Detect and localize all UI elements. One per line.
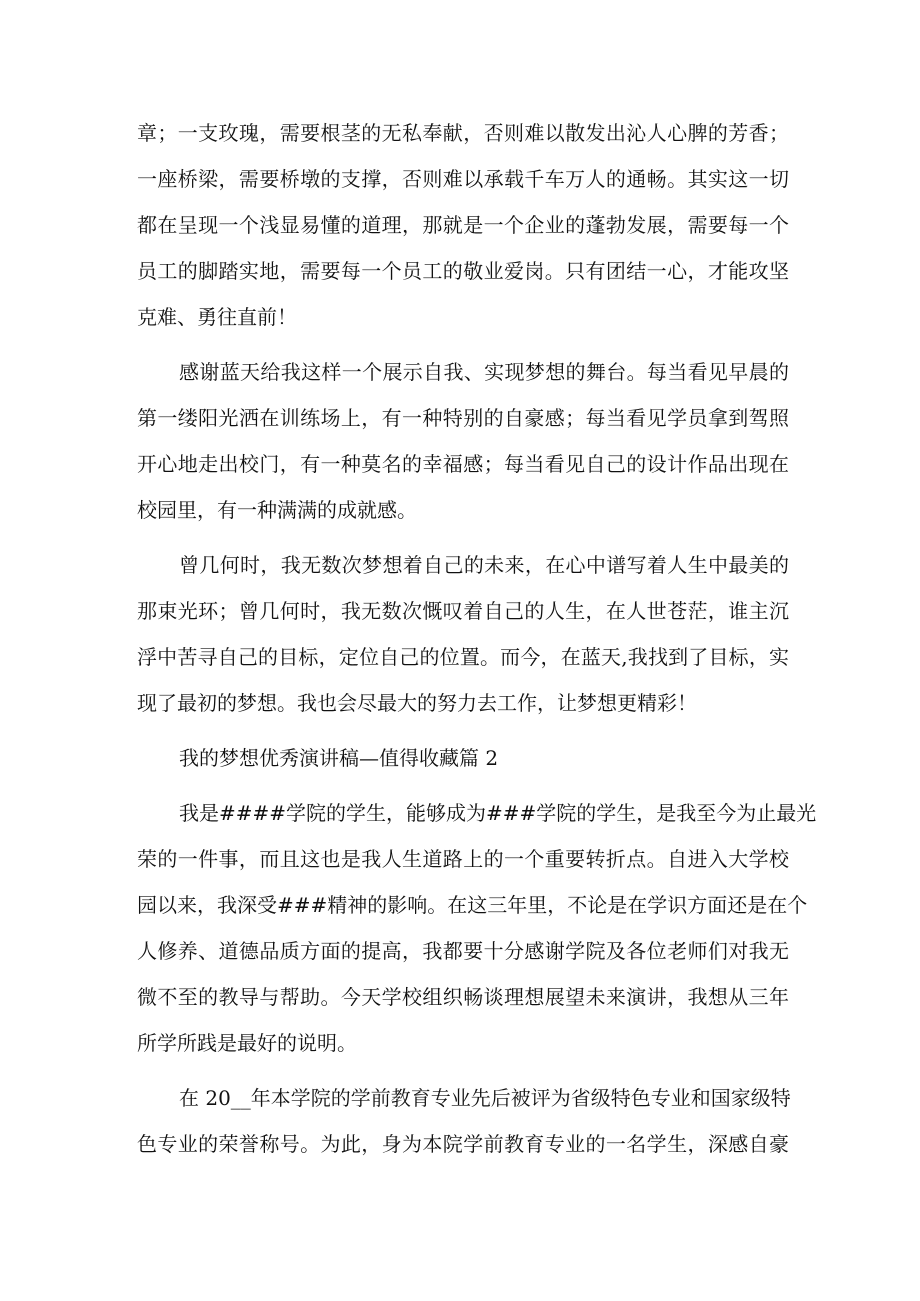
section-heading-text: 我的梦想优秀演讲稿—值得收藏篇 2: [179, 746, 499, 770]
paragraph-line: 在 20__年本学院的学前教育专业先后被评为省级特色专业和国家级特: [179, 1086, 791, 1110]
paragraph-3: [137, 542, 789, 726]
paragraph-line: 色专业的荣誉称号。为此，身为本院学前教育专业的一名学生，深感自豪: [137, 1132, 789, 1156]
section-heading: [137, 735, 789, 781]
paragraph-line: 那束光环；曾几何时，我无数次慨叹着自己的人生，在人世苍茫，谁主沉: [137, 599, 789, 623]
paragraph-2: [137, 349, 789, 533]
paragraph-line: 感谢蓝天给我这样一个展示自我、实现梦想的舞台。每当看见早晨的: [179, 360, 789, 384]
paragraph-5: [137, 790, 817, 1066]
paragraph-line: 开心地走出校门，有一种莫名的幸福感；每当看见自己的设计作品出现在: [137, 452, 789, 476]
paragraph-line: 校园里，有一种满满的成就感。: [137, 498, 417, 522]
paragraph-line: 浮中苦寻自己的目标，定位自己的位置。而今，在蓝天,我找到了目标，实: [137, 645, 789, 669]
paragraph-line: 现了最初的梦想。我也会尽最大的努力去工作，让梦想更精彩！: [137, 691, 697, 715]
paragraph-line: 微不至的教导与帮助。今天学校组织畅谈理想展望未来演讲，我想从三年: [137, 985, 789, 1009]
paragraph-line: 曾几何时，我无数次梦想着自己的未来，在心中谱写着人生中最美的: [179, 553, 789, 577]
paragraph-line: 员工的脚踏实地，需要每一个员工的敬业爱岗。只有团结一心，才能攻坚: [137, 259, 789, 283]
paragraph-6: [137, 1075, 789, 1167]
paragraph-line: 一座桥梁，需要桥墩的支撑，否则难以承载千车万人的通畅。其实这一切: [137, 167, 789, 191]
paragraph-line: 所学所践是最好的说明。: [137, 1031, 357, 1055]
paragraph-line: 第一缕阳光洒在训练场上，有一种特别的自豪感；每当看见学员拿到驾照: [137, 406, 789, 430]
paragraph-line: 荣的一件事，而且这也是我人生道路上的一个重要转折点。自进入大学校: [137, 847, 789, 871]
paragraph-line: 都在呈现一个浅显易懂的道理，那就是一个企业的蓬勃发展，需要每一个: [137, 213, 789, 237]
paragraph-line: 我是####学院的学生，能够成为###学院的学生，是我至今为止最光: [179, 801, 817, 825]
document-page: [137, 110, 817, 1167]
paragraph-line: 人修养、道德品质方面的提高，我都要十分感谢学院及各位老师们对我无: [137, 939, 789, 963]
paragraph-line: 章；一支玫瑰，需要根茎的无私奉献，否则难以散发出沁人心脾的芳香；: [137, 121, 789, 145]
paragraph-1: [137, 110, 789, 340]
paragraph-line: 克难、勇往直前！: [137, 305, 297, 329]
paragraph-line: 园以来，我深受###精神的影响。在这三年里，不论是在学识方面还是在个: [137, 893, 808, 917]
